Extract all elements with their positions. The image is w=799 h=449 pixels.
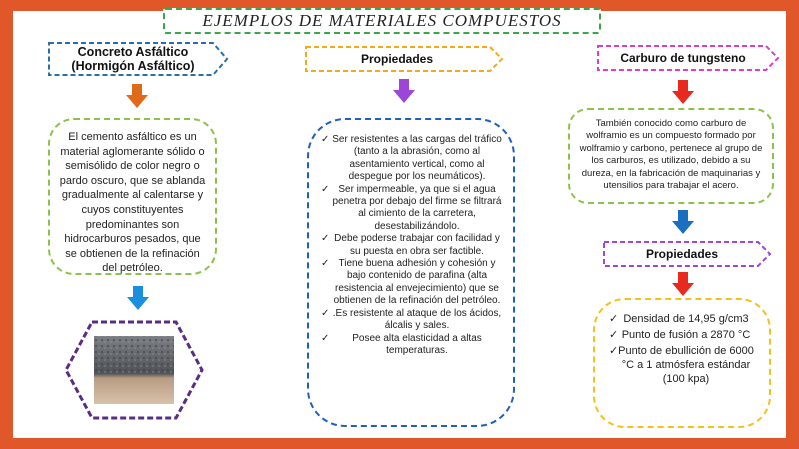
tungsten-description: También conocido como carburo de wolframio es un compuesto formado por wolframio y carbono, pertenece al grupo de los carburos, es utilizado, debido a su dureza, en la fabricación de maquinarias y utensilios para trabajar el acero. xyxy=(568,108,774,204)
tungsten-properties xyxy=(593,298,771,428)
list-item: ✓ Debe poderse trabajar con facilidad y su puesta en obra ser factible. xyxy=(321,233,500,257)
list-item: ✓ Posee alta elasticidad a altas temperaturas. xyxy=(321,332,482,356)
asphalt-properties xyxy=(307,118,515,427)
list-item: ✓ Ser impermeable, ya que si el agua penetra por debajo del firme se filtrará al cimiento de la carretera, desestabilizándolo. xyxy=(321,183,502,232)
list-item: ✓ Ser resistentes a las cargas del tráfico (tanto a la abrasión, como al asentamiento vertical, como al despegue por los neumáticos). xyxy=(321,134,502,183)
asphalt-photo xyxy=(64,320,204,420)
list-item: ✓ Densidad de 14,95 g/cm3 xyxy=(609,313,749,325)
down-arrow-icon xyxy=(393,79,415,103)
down-arrow-icon xyxy=(127,286,149,310)
right-props-header-label: Propiedades xyxy=(645,247,719,261)
right-header-label: Carburo de tungsteno xyxy=(620,51,746,65)
middle-header-label: Propiedades xyxy=(360,52,434,66)
list-item: ✓ Tiene buena adhesión y cohesión y bajo contenido de parafina (alta resistencia al envejecimiento) que se obtienen de la refinación del petróleo. xyxy=(321,258,501,307)
list-item: ✓ Punto de fusión a 2870 °C xyxy=(609,329,751,341)
down-arrow-icon xyxy=(126,84,148,108)
down-arrow-icon xyxy=(672,272,694,296)
page-title: EJEMPLOS DE MATERIALES COMPUESTOS xyxy=(163,8,601,34)
down-arrow-icon xyxy=(672,80,694,104)
down-arrow-icon xyxy=(672,210,694,234)
list-item: ✓ Punto de ebullición de 6000 °C a 1 atmósfera estándar (100 kpa) xyxy=(609,345,754,385)
left-header-label: Concreto Asfáltico (Hormigón Asfáltico) xyxy=(71,45,195,73)
asphalt-description: El cemento asfáltico es un material aglomerante sólido o semisólido de color negro o pardo oscuro, que se ablanda gradualmente al calentarse y cuyos constituyentes predominantes son hidrocarburos pesados, que se obtienen de la refinación del petróleo. xyxy=(48,118,217,275)
list-item: ✓ .Es resistente al ataque de los ácidos, álcalis y sales. xyxy=(321,307,502,332)
